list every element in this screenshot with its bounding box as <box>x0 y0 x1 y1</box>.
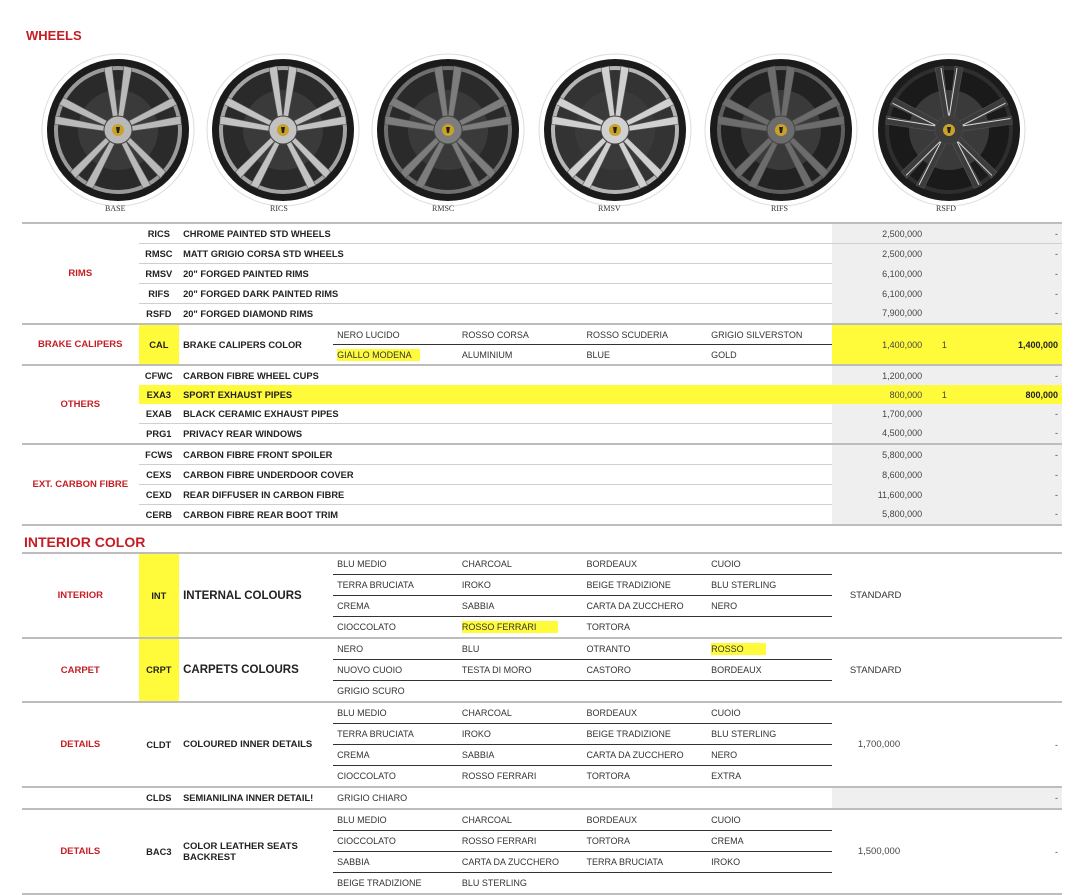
color-option[interactable]: BLU MEDIO <box>333 809 458 831</box>
option-description: CHROME PAINTED STD WHEELS <box>179 223 832 244</box>
wheel-image-rsfd[interactable] <box>871 52 1031 217</box>
option-price: 2,500,000 <box>832 223 926 244</box>
category-carpet: CARPET <box>22 638 139 702</box>
option-qty <box>926 505 962 526</box>
option-qty <box>926 809 962 894</box>
option-code: CLDT <box>139 702 180 787</box>
option-description: SEMIANILINA INNER DETAIL! <box>179 787 333 809</box>
option-price: 6,100,000 <box>832 284 926 304</box>
color-option[interactable]: BLU MEDIO <box>333 702 458 724</box>
option-qty <box>926 638 962 702</box>
option-code: RSFD <box>139 304 180 325</box>
color-option <box>707 617 832 639</box>
option-code: RIFS <box>139 284 180 304</box>
color-option[interactable]: TORTORA <box>586 622 631 632</box>
color-option[interactable]: BORDEAUX <box>583 809 708 831</box>
color-option[interactable]: BLU <box>458 638 583 660</box>
option-price: 4,500,000 <box>832 424 926 445</box>
color-option[interactable]: TERRA BRUCIATA <box>333 724 458 745</box>
option-price: 1,400,000 <box>832 324 926 365</box>
color-option[interactable]: TERRA BRUCIATA <box>333 575 458 596</box>
table-row[interactable] <box>22 444 1062 465</box>
option-price: 6,100,000 <box>832 264 926 284</box>
category-others: OTHERS <box>22 365 139 444</box>
wheels-title: WHEELS <box>26 28 82 43</box>
wheel-label: RIFS <box>771 204 788 213</box>
wheel-label: RSFD <box>936 204 957 213</box>
color-option[interactable]: BLU STERLING <box>707 575 832 596</box>
option-total: - <box>963 304 1062 325</box>
color-option[interactable]: BLU STERLING <box>461 878 527 888</box>
option-description: CARBON FIBRE UNDERDOOR COVER <box>179 465 832 485</box>
color-option[interactable]: CARTA DA ZUCCHERO <box>458 852 583 873</box>
color-option[interactable]: TESTA DI MORO <box>458 660 583 681</box>
option-description: CARPETS COLOURS <box>179 638 333 702</box>
table-row[interactable] <box>22 787 1062 809</box>
table-row[interactable] <box>22 702 1062 724</box>
option-total: - <box>963 264 1062 284</box>
option-qty <box>926 702 962 787</box>
color-option[interactable]: NERO LUCIDO <box>333 324 458 345</box>
table-row[interactable] <box>22 809 1062 831</box>
category-details2: DETAILS <box>22 809 139 894</box>
option-price: 1,200,000 <box>832 365 926 385</box>
option-description: 20" FORGED DIAMOND RIMS <box>179 304 832 325</box>
option-code: FCWS <box>139 444 180 465</box>
option-code: CEXD <box>139 485 180 505</box>
option-price: 5,800,000 <box>832 505 926 526</box>
option-code: EXA3 <box>139 385 180 404</box>
option-total: - <box>963 809 1062 894</box>
option-total: - <box>963 284 1062 304</box>
option-qty <box>926 404 962 424</box>
color-option[interactable]: GOLD <box>711 349 737 360</box>
option-price: 1,700,000 <box>832 702 926 787</box>
wheel-image-rmsv[interactable] <box>537 52 697 217</box>
option-total <box>963 638 1062 702</box>
option-description: MATT GRIGIO CORSA STD WHEELS <box>179 244 832 264</box>
option-code: CRPT <box>139 638 180 702</box>
option-code: CERB <box>139 505 180 526</box>
color-option-selected[interactable]: ROSSO FERRARI <box>462 621 559 633</box>
category-ext-carbon-fibre: EXT. CARBON FIBRE <box>22 444 139 525</box>
option-code: EXAB <box>145 408 172 419</box>
color-option[interactable]: ROSSO FERRARI <box>458 831 583 852</box>
option-price: 5,800,000 <box>832 444 926 465</box>
option-price: STANDARD <box>832 553 926 638</box>
table-row[interactable] <box>22 404 1062 424</box>
option-price: 2,500,000 <box>832 244 926 264</box>
category-interior: INTERIOR <box>22 553 139 638</box>
table-row[interactable] <box>22 284 1062 304</box>
color-option[interactable]: CIOCCOLATO <box>333 831 458 852</box>
table-row[interactable] <box>22 465 1062 485</box>
option-description: CARBON FIBRE FRONT SPOILER <box>179 444 832 465</box>
color-option[interactable]: ALUMINIUM <box>461 349 513 360</box>
option-price: 1,700,000 <box>832 404 926 424</box>
table-row[interactable] <box>22 638 1062 660</box>
color-option[interactable]: BORDEAUX <box>583 702 708 724</box>
option-total: - <box>963 485 1062 505</box>
option-total: - <box>963 505 1062 526</box>
option-code: RMSV <box>139 264 180 284</box>
color-option[interactable]: CHARCOAL <box>458 702 583 724</box>
option-code: PRG1 <box>139 424 180 445</box>
color-option[interactable]: NERO <box>333 638 458 660</box>
color-option[interactable]: CHARCOAL <box>458 553 583 575</box>
color-option <box>458 681 583 703</box>
option-description: BLACK CERAMIC EXHAUST PIPES <box>183 408 339 419</box>
color-option[interactable]: CHARCOAL <box>458 809 583 831</box>
option-description: REAR DIFFUSER IN CARBON FIBRE <box>179 485 832 505</box>
wheel-label: BASE <box>105 204 126 213</box>
color-option[interactable]: EXTRA <box>711 771 742 781</box>
option-description: CARBON FIBRE REAR BOOT TRIM <box>179 505 832 526</box>
table-row[interactable] <box>22 424 1062 445</box>
color-option[interactable]: IROKO <box>458 724 583 745</box>
color-option[interactable]: SABBIA <box>333 852 458 873</box>
interior-color-title: INTERIOR COLOR <box>24 534 146 550</box>
wheel-label: RMSV <box>598 204 621 213</box>
color-option[interactable]: TERRA BRUCIATA <box>583 852 708 873</box>
table-row-selected[interactable] <box>22 385 1062 404</box>
option-code: RMSC <box>139 244 180 264</box>
option-code: RICS <box>139 223 180 244</box>
color-option <box>583 681 708 703</box>
color-option-selected[interactable]: GIALLO MODENA <box>337 349 420 361</box>
option-qty <box>926 465 962 485</box>
option-description: PRIVACY REAR WINDOWS <box>179 424 832 445</box>
option-code: CAL <box>139 324 180 365</box>
option-qty: 1 <box>926 324 962 365</box>
option-total: - <box>963 702 1062 787</box>
color-option[interactable]: IROKO <box>458 575 583 596</box>
color-option[interactable]: ROSSO SCUDERIA <box>583 324 708 345</box>
color-option[interactable]: NERO <box>707 745 832 766</box>
color-option[interactable]: BORDEAUX <box>583 553 708 575</box>
wheel-label: RMSC <box>432 204 455 213</box>
option-description: COLOR LEATHER SEATS BACKREST <box>179 809 333 894</box>
option-qty <box>926 264 962 284</box>
option-description: COLOURED INNER DETAILS <box>179 702 333 787</box>
option-price: 11,600,000 <box>832 485 926 505</box>
option-description: SPORT EXHAUST PIPES <box>179 385 832 404</box>
option-price: 1,500,000 <box>832 809 926 894</box>
color-option[interactable]: CREMA <box>707 831 832 852</box>
color-option[interactable]: OTRANTO <box>583 638 708 660</box>
table-row[interactable] <box>22 324 1062 345</box>
option-total: 800,000 <box>963 385 1062 404</box>
category-details1: DETAILS <box>22 702 139 787</box>
option-qty <box>926 553 962 638</box>
color-option <box>583 873 708 895</box>
color-option[interactable]: CASTORO <box>583 660 708 681</box>
option-price: 8,600,000 <box>832 465 926 485</box>
option-qty <box>926 485 962 505</box>
color-option[interactable]: ROSSO CORSA <box>458 324 583 345</box>
option-qty <box>926 304 962 325</box>
option-total: - <box>963 223 1062 244</box>
color-option[interactable]: BEIGE TRADIZIONE <box>337 878 422 888</box>
color-option[interactable]: SABBIA <box>458 596 583 617</box>
option-qty <box>926 244 962 264</box>
option-code: INT <box>139 553 180 638</box>
table-row[interactable] <box>22 553 1062 575</box>
option-qty <box>926 424 962 445</box>
option-description: 20" FORGED DARK PAINTED RIMS <box>179 284 832 304</box>
option-total: - <box>963 365 1062 385</box>
option-total: - <box>963 465 1062 485</box>
category-brake-calipers: BRAKE CALIPERS <box>22 324 139 365</box>
category-rims: RIMS <box>22 223 139 324</box>
option-total: - <box>963 244 1062 264</box>
color-option[interactable]: CUOIO <box>707 702 832 724</box>
color-option[interactable]: GRIGIO SCURO <box>337 686 405 696</box>
color-option[interactable]: GRIGIO CHIARO <box>333 787 832 809</box>
table-row[interactable] <box>22 244 1062 264</box>
color-option[interactable]: SABBIA <box>458 745 583 766</box>
option-total: - <box>963 404 1062 424</box>
color-option[interactable]: CARTA DA ZUCCHERO <box>583 596 708 617</box>
color-option[interactable]: TORTORA <box>583 831 708 852</box>
option-qty: 1 <box>926 385 962 404</box>
option-qty <box>926 223 962 244</box>
color-option[interactable]: BORDEAUX <box>707 660 832 681</box>
color-option[interactable]: BEIGE TRADIZIONE <box>583 575 708 596</box>
color-option[interactable]: GRIGIO SILVERSTON <box>707 324 832 345</box>
option-description: CARBON FIBRE WHEEL CUPS <box>179 365 832 385</box>
wheel-image-rics[interactable] <box>205 52 365 217</box>
color-option[interactable]: CIOCCOLATO <box>337 771 396 781</box>
table-row[interactable] <box>22 304 1062 325</box>
option-code: CEXS <box>139 465 180 485</box>
table-row[interactable] <box>22 505 1062 526</box>
option-price: STANDARD <box>832 638 926 702</box>
color-option[interactable]: CIOCCOLATO <box>337 622 396 632</box>
exterior-options-table <box>22 222 1062 526</box>
color-option[interactable]: IROKO <box>707 852 832 873</box>
option-qty <box>926 444 962 465</box>
color-option <box>707 681 832 703</box>
wheel-image-rmsc[interactable] <box>370 52 530 217</box>
wheel-label: RICS <box>270 204 288 213</box>
color-option[interactable]: BLU MEDIO <box>333 553 458 575</box>
color-option[interactable]: ROSSO FERRARI <box>461 771 537 781</box>
color-option <box>707 873 832 895</box>
option-price: 800,000 <box>832 385 926 404</box>
option-description: INTERNAL COLOURS <box>179 553 333 638</box>
wheel-image-rifs[interactable] <box>703 52 863 217</box>
option-qty <box>926 284 962 304</box>
option-total: - <box>963 424 1062 445</box>
color-option[interactable]: CARTA DA ZUCCHERO <box>583 745 708 766</box>
interior-options-table <box>22 552 1062 895</box>
option-total: 1,400,000 <box>963 324 1062 365</box>
color-option[interactable]: CREMA <box>333 745 458 766</box>
option-code: CLDS <box>139 787 180 809</box>
option-code: BAC3 <box>139 809 180 894</box>
option-description: 20" FORGED PAINTED RIMS <box>179 264 832 284</box>
option-qty <box>926 365 962 385</box>
option-description: BRAKE CALIPERS COLOR <box>179 324 333 365</box>
color-option[interactable]: CUOIO <box>707 553 832 575</box>
color-option[interactable]: NERO <box>707 596 832 617</box>
option-price: 7,900,000 <box>832 304 926 325</box>
option-total: - <box>963 444 1062 465</box>
table-row[interactable] <box>22 485 1062 505</box>
color-option[interactable]: TORTORA <box>586 771 631 781</box>
table-row[interactable] <box>22 264 1062 284</box>
option-code: CFWC <box>139 365 180 385</box>
color-option[interactable]: CUOIO <box>707 809 832 831</box>
option-total: - <box>963 787 1062 809</box>
color-option[interactable]: BLUE <box>586 349 611 360</box>
color-option[interactable]: BLU STERLING <box>707 724 832 745</box>
color-option[interactable]: CREMA <box>333 596 458 617</box>
table-row[interactable] <box>22 365 1062 385</box>
option-total <box>963 553 1062 638</box>
color-option[interactable]: NUOVO CUOIO <box>333 660 458 681</box>
color-option-selected[interactable]: ROSSO <box>711 643 766 655</box>
table-row[interactable] <box>22 223 1062 244</box>
wheel-image-base[interactable] <box>40 52 200 217</box>
color-option[interactable]: BEIGE TRADIZIONE <box>583 724 708 745</box>
